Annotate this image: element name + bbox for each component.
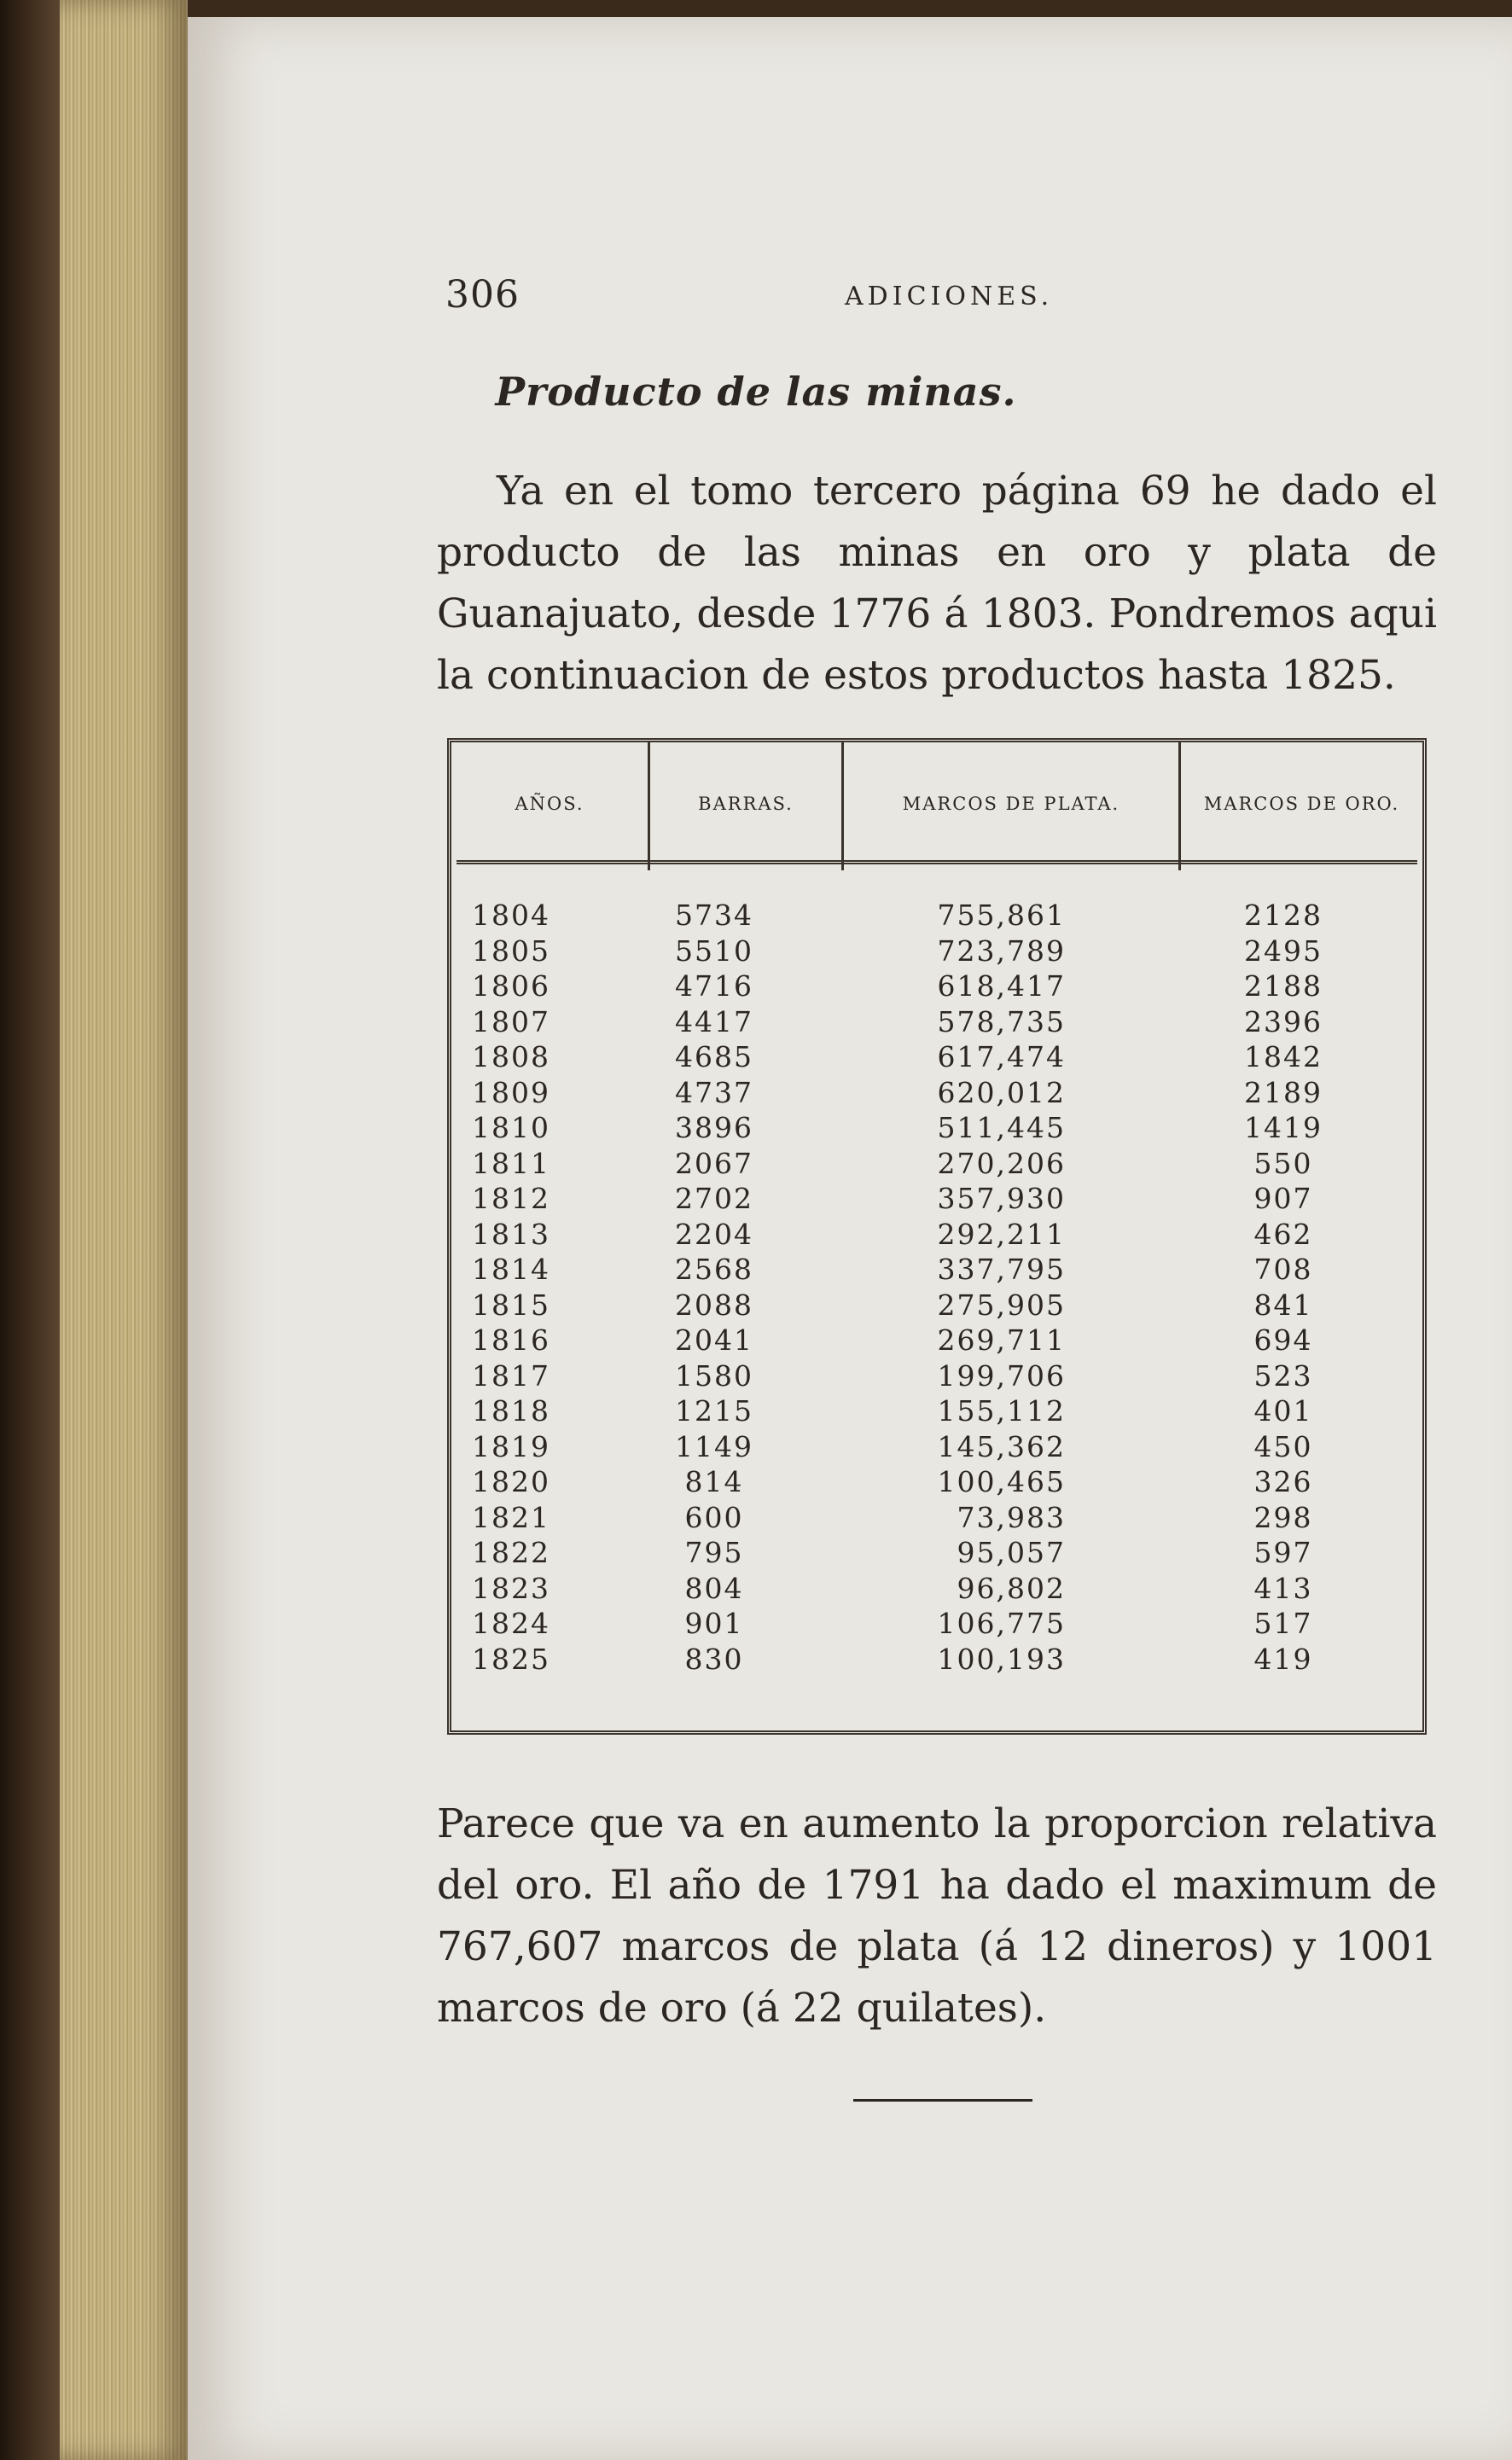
marcos-oro-cell: 907 [1253,1182,1313,1215]
year-cell: 1817 [472,1358,550,1393]
table-row [451,1501,1422,1537]
marcos-oro-cell: 413 [1253,1571,1313,1605]
marcos-oro-cell: 523 [1253,1358,1313,1393]
marcos-plata-cell: 145,362 [937,1429,1066,1463]
table-row [451,899,1422,934]
barras-cell: 2041 [675,1323,753,1357]
marcos-plata-cell: 96,802 [957,1571,1066,1605]
table-row [451,1288,1422,1324]
barras-cell: 830 [684,1642,744,1676]
marcos-plata-cell: 106,775 [937,1607,1066,1640]
barras-cell: 4716 [675,969,753,1003]
table-row [451,1040,1422,1076]
table-row [451,1430,1422,1466]
year-cell: 1816 [472,1323,550,1357]
barras-cell: 1580 [675,1358,753,1393]
marcos-plata-cell: 292,211 [937,1217,1066,1251]
header-rule [457,860,1417,864]
marcos-plata-cell: 95,057 [957,1536,1066,1569]
year-cell: 1823 [472,1571,550,1605]
marcos-oro-cell: 2188 [1244,969,1323,1003]
marcos-plata-cell: 155,112 [937,1394,1066,1428]
marcos-plata-cell: 620,012 [937,1075,1066,1109]
year-cell: 1813 [472,1217,550,1251]
marcos-plata-cell: 100,193 [937,1642,1066,1676]
intro-paragraph: Ya en el tomo tercero página 69 he dado el producto de las minas en oro y plata de Guanajuato, desde 1776 á 1803. Pondremos aqui la continuacion de estos productos hasta 1825. [437,468,1437,699]
header-barras: BARRAS. [698,794,794,814]
closing-paragraph: Parece que va en aumento la proporcion relativa del oro. El año de 1791 ha dado el maximum de 767,607 marcos de plata (á 12 dineros) y 1001 marcos de oro (á 22 quilates). [437,1800,1437,2032]
marcos-oro-cell: 401 [1253,1394,1313,1428]
marcos-oro-cell: 841 [1253,1288,1313,1322]
barras-cell: 1215 [675,1394,753,1428]
table-row [451,1147,1422,1183]
marcos-oro-cell: 2128 [1244,899,1323,932]
marcos-plata-cell: 73,983 [957,1500,1066,1534]
barras-cell: 5734 [675,899,753,932]
end-rule [853,2099,1032,2102]
table-row [451,1005,1422,1041]
barras-cell: 814 [684,1465,744,1498]
barras-cell: 4737 [675,1075,753,1109]
barras-cell: 5510 [675,933,753,968]
barras-cell: 4417 [675,1004,753,1038]
marcos-plata-cell: 723,789 [937,933,1066,968]
table-row [451,1253,1422,1288]
marcos-plata-cell: 337,795 [937,1253,1066,1286]
year-cell: 1819 [472,1429,550,1463]
marcos-oro-cell: 298 [1253,1500,1313,1534]
barras-cell: 4685 [675,1040,753,1073]
table-row [451,969,1422,1005]
table-row [451,1218,1422,1253]
marcos-oro-cell: 326 [1253,1465,1313,1498]
barras-cell: 2088 [675,1288,753,1322]
marcos-oro-cell: 597 [1253,1536,1313,1569]
marcos-plata-cell: 100,465 [937,1465,1066,1498]
marcos-plata-cell: 578,735 [937,1004,1066,1038]
table-row [451,1643,1422,1678]
year-cell: 1812 [472,1182,550,1215]
table-row [451,1465,1422,1501]
marcos-plata-cell: 511,445 [937,1111,1066,1144]
year-cell: 1824 [472,1607,550,1640]
marcos-plata-cell: 755,861 [937,899,1066,932]
year-cell: 1820 [472,1465,550,1498]
year-cell: 1804 [472,899,550,932]
marcos-plata-cell: 199,706 [937,1358,1066,1393]
marcos-plata-cell: 275,905 [937,1288,1066,1322]
production-table [447,738,1427,1735]
table-row [451,1394,1422,1430]
barras-cell: 600 [684,1500,744,1534]
marcos-oro-cell: 708 [1253,1253,1313,1286]
marcos-oro-cell: 694 [1253,1323,1313,1357]
year-cell: 1808 [472,1040,550,1073]
marcos-oro-cell: 2396 [1244,1004,1323,1038]
barras-cell: 3896 [675,1111,753,1144]
table-row [451,1572,1422,1608]
marcos-oro-cell: 2495 [1244,933,1323,968]
header-marcos-oro: MARCOS DE ORO. [1203,794,1400,814]
marcos-plata-cell: 357,930 [937,1182,1066,1215]
year-cell: 1805 [472,933,550,968]
year-cell: 1809 [472,1075,550,1109]
year-cell: 1825 [472,1642,550,1676]
section-title: Producto de las minas. [495,369,1017,415]
year-cell: 1807 [472,1004,550,1038]
marcos-oro-cell: 450 [1253,1429,1313,1463]
marcos-plata-cell: 269,711 [937,1323,1066,1357]
marcos-plata-cell: 617,474 [937,1040,1066,1073]
marcos-oro-cell: 550 [1253,1146,1313,1180]
table-row [451,1182,1422,1218]
marcos-oro-cell: 2189 [1244,1075,1323,1109]
table-row [451,1076,1422,1112]
year-cell: 1822 [472,1536,550,1569]
marcos-oro-cell: 419 [1253,1642,1313,1676]
year-cell: 1811 [472,1146,550,1180]
table-row [451,1536,1422,1572]
table-row [451,1111,1422,1147]
table-row [451,934,1422,970]
year-cell: 1821 [472,1500,550,1534]
barras-cell: 795 [684,1536,744,1569]
barras-cell: 901 [684,1607,744,1640]
year-cell: 1814 [472,1253,550,1286]
barras-cell: 2067 [675,1146,753,1180]
table-row [451,1607,1422,1643]
marcos-oro-cell: 517 [1253,1607,1313,1640]
marcos-oro-cell: 1419 [1244,1111,1323,1144]
table-row [451,1359,1422,1395]
barras-cell: 2702 [675,1182,753,1215]
year-cell: 1806 [472,969,550,1003]
running-head: ADICIONES. [845,282,1054,311]
year-cell: 1810 [472,1111,550,1144]
year-cell: 1815 [472,1288,550,1322]
header-marcos-plata: MARCOS DE PLATA. [902,794,1120,814]
barras-cell: 2568 [675,1253,753,1286]
marcos-plata-cell: 618,417 [937,969,1066,1003]
marcos-oro-cell: 1842 [1244,1040,1323,1073]
marcos-oro-cell: 462 [1253,1217,1313,1251]
marcos-plata-cell: 270,206 [937,1146,1066,1180]
barras-cell: 2204 [675,1217,753,1251]
page-number: 306 [445,273,520,317]
year-cell: 1818 [472,1394,550,1428]
barras-cell: 804 [684,1571,744,1605]
table-row [451,1323,1422,1359]
barras-cell: 1149 [675,1429,753,1463]
header-anos: AÑOS. [515,794,584,814]
